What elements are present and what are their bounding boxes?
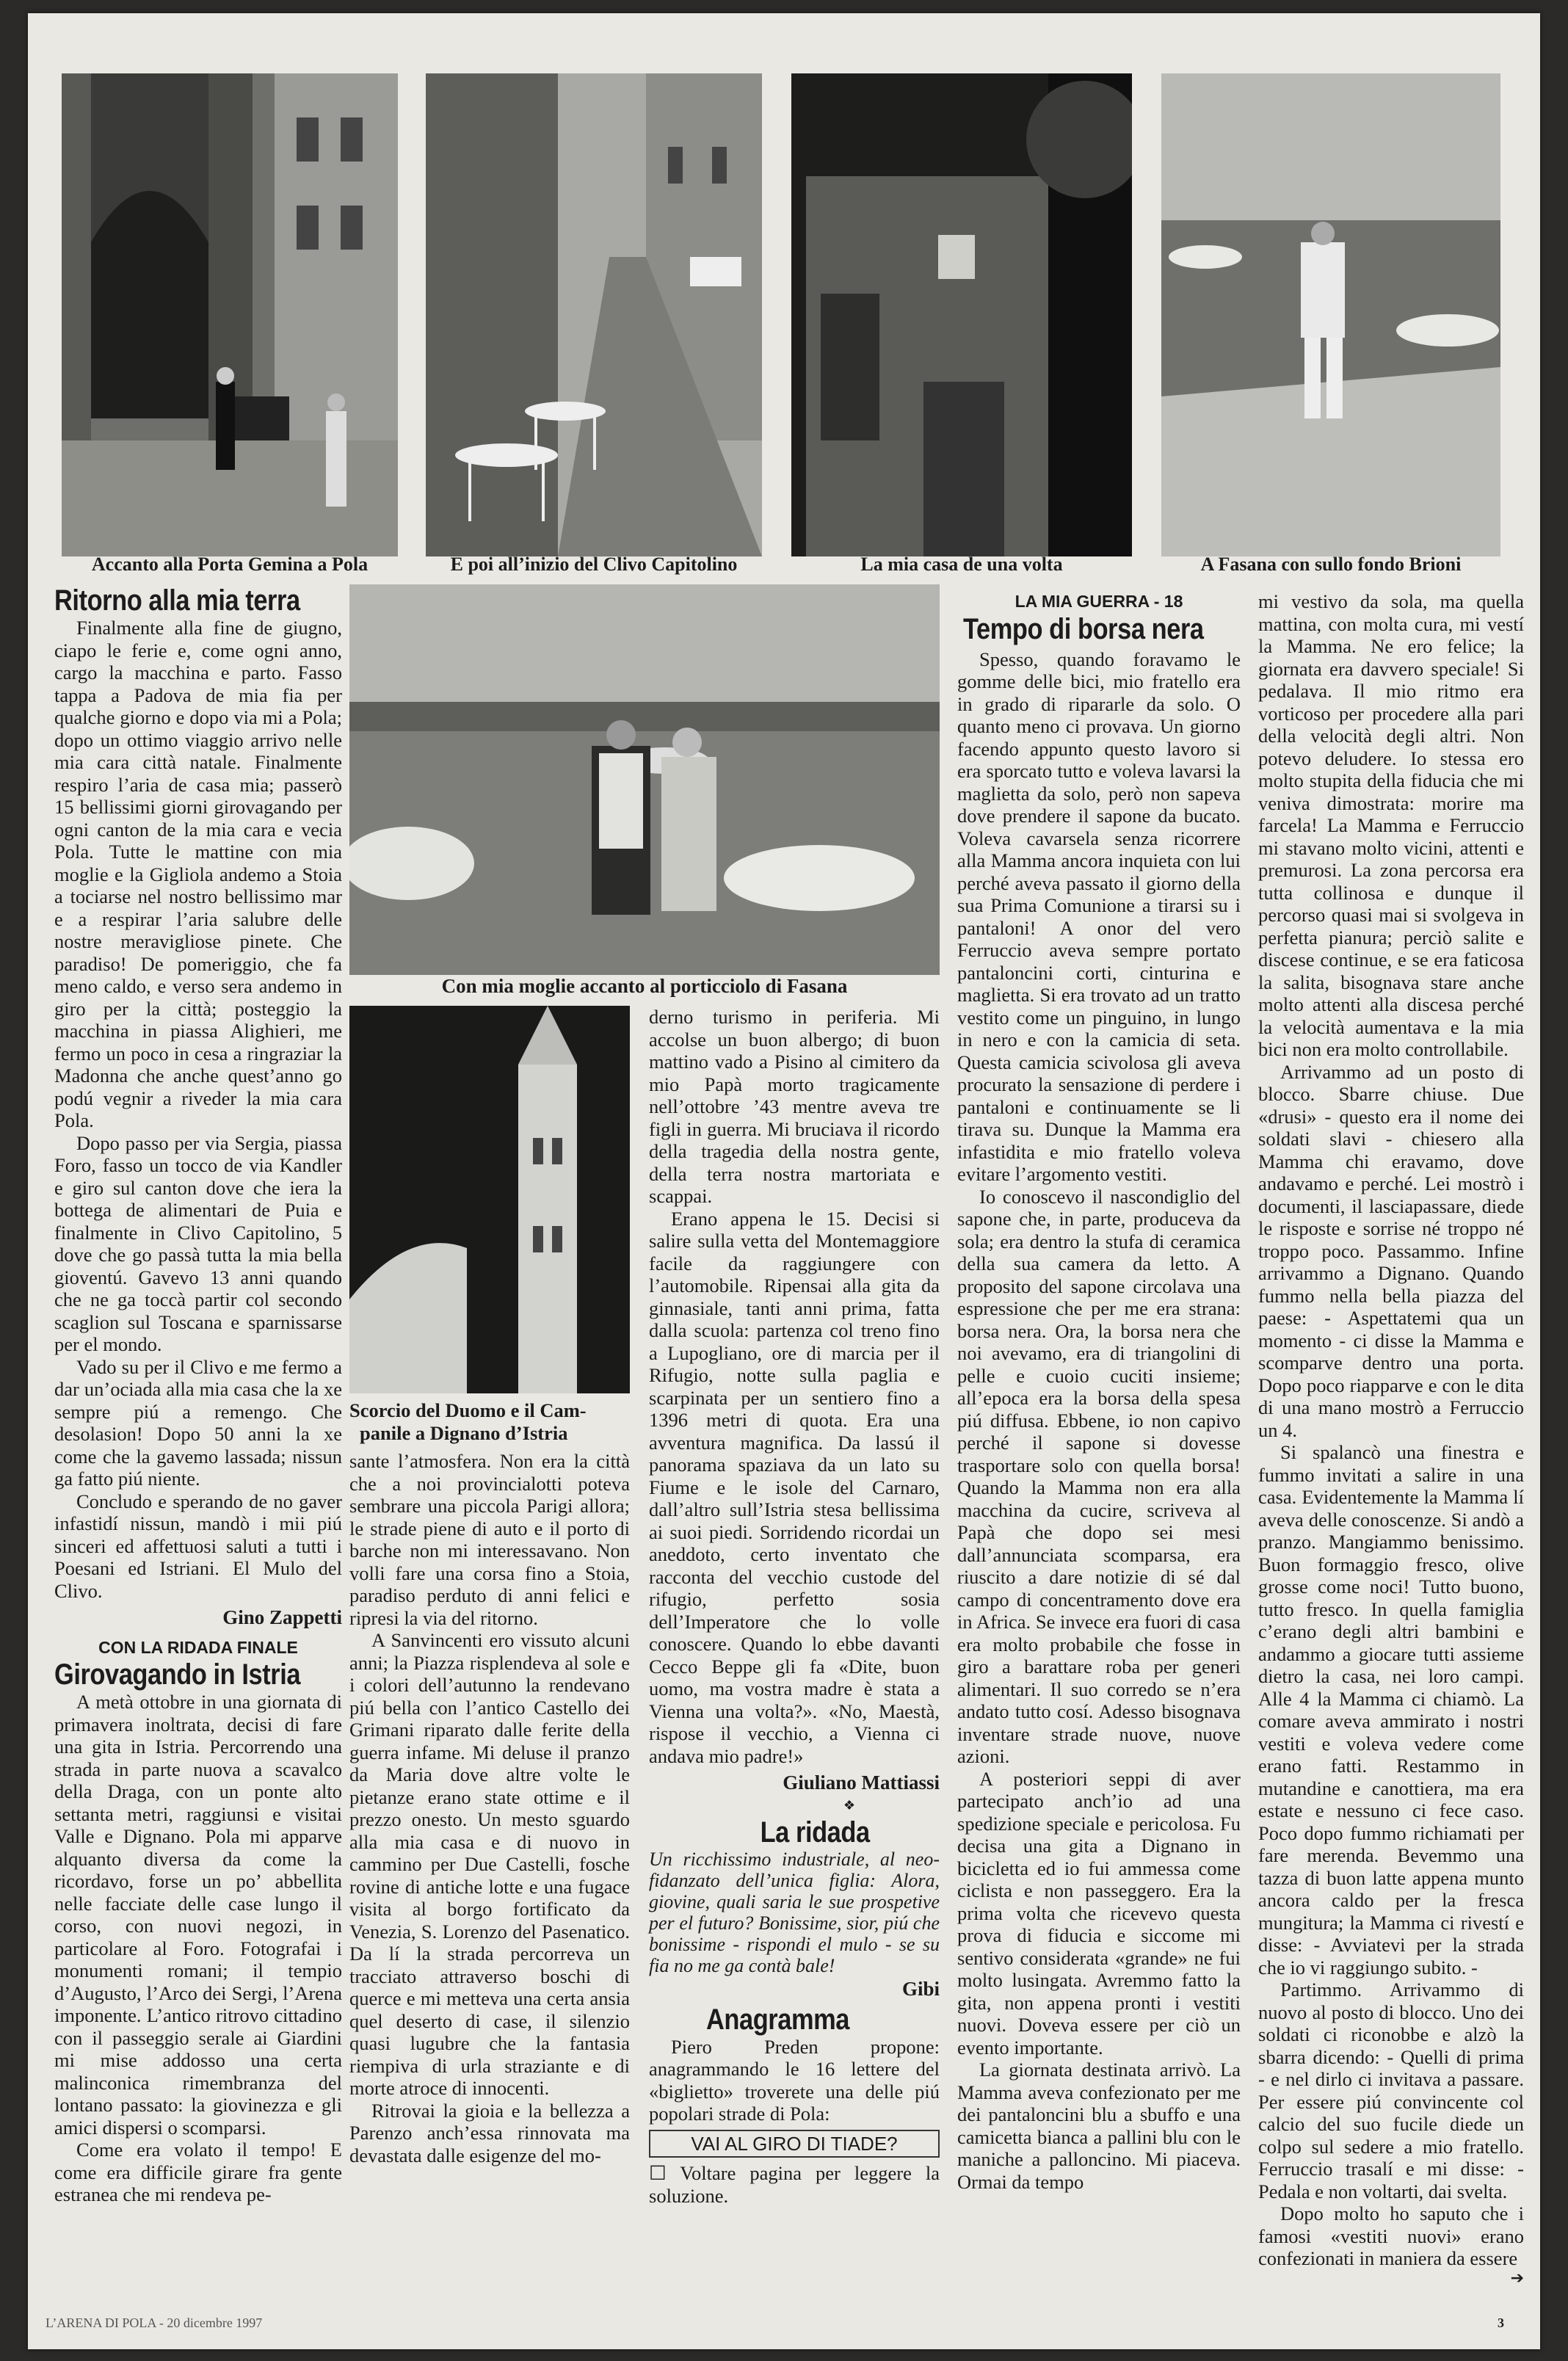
article-paragraph: Vado su per il Clivo e me fermo a dar un’ociada alla mia casa che la xe sempre piú a remengo. Che desolasion! Dopo 50 anni la xe come che la gavemo lassada; nissun ga fatto piú niente.	[54, 1355, 342, 1490]
photo-caption: Con mia moglie accanto al porticciolo di Fasana	[441, 975, 848, 997]
photo-couple-fasana	[349, 584, 940, 975]
photo-fasana-brioni	[1161, 73, 1500, 556]
photo-caption: panile a Dignano d’Istria	[360, 1421, 568, 1444]
footer-publication: L’ARENA DI POLA - 20 dicembre 1997	[46, 2315, 263, 2330]
column-center-left	[349, 1399, 630, 2166]
photo-caption-block	[349, 1399, 630, 1444]
ridada-title: La ridada	[760, 1816, 870, 1849]
article-title: Girovagando in Istria	[54, 1658, 301, 1691]
article-title: Ritorno alla mia terra	[54, 584, 300, 617]
article-paragraph: Partimmo. Arrivammo di nuovo al posto di blocco. Uno dei soldati ci riconobbe e alzò la sbarra dicendo: - Quelli di prima - e nel dirlo ci invitava a passare. Per essere piú convincente col calcio del suo fucile diede un colpo sul sedere a mio fratello. Ferruccio trasalí e mi disse: - Pedala e non voltarti, dai svelta.	[1258, 1979, 1524, 2202]
article-title: Tempo di borsa nera	[963, 612, 1204, 645]
article-paragraph: A metà ottobre in una giornata di primavera inoltrata, decisi di fare una gita in Istria. Percorrendo una strada in parte nuova a scavalco della Draga, con un ponte alto settanta metri, raggiunsi e visitai Valle e Dignano. Pola mi apparve alquanto diversa da come la ricordavo, forse un po’ abbellita nelle facciate delle case lungo il corso, con nuovi negozi, in particolare al Foro. Fotografai i monumenti romani; il tempio d’Augusto, l’Arco dei Sergi, l’Arena imponente. L’antico ritrovo cittadino con il passeggio serale ai Giardini mi mise addosso una certa malinconica rimembranza del lontano passato: la giovinezza e gli amici dispersi o scomparsi.	[54, 1691, 342, 2139]
article-paragraph: mi vestivo da sola, ma quella mattina, con molta cura, mi vestí la Mamma. Ne ero felice; la giornata era davvero speciale! Si pedalava. Il mio ritmo era vorticoso per procedere alla pari della velocità degli altri. Non potevo deludere. Io stessa ero molto stupita della fiducia che mi veniva dimostrata: morire ma farcela! La Mamma e Ferruccio mi stavano molto vicini, attenti e premurosi. La zona percorsa era tutta collinosa e dunque il percorso quasi mai si svolgeva in perfetta pianura; perciò salite e discese continue, e se era faticosa la salita, bisognava stare anche molto attenti alla discesa perché la velocità aumentava e la mia bici non era molto controllabile.	[1258, 590, 1524, 1060]
photo-porta-gemina	[62, 73, 398, 556]
photo-clivo-capitolino	[426, 73, 762, 556]
article-paragraph: sante l’atmosfera. Non era la città che a noi provincialotti poteva sembrare una piccola Parigi allora; le strade piene di auto e il porto di barche non mi interessavano. Non volli fare una corsa fino a Stoia, paradiso perduto di anni felici e ripresi la via del ritorno.	[349, 1450, 630, 1629]
anagramma-box: VAI AL GIRO DI TIADE?	[649, 2130, 940, 2158]
article-paragraph: La giornata destinata arrivò. La Mamma aveva confezionato per me dei pantaloncini blu a sbuffo e una camicetta bianca a pallini blu con le maniche a palloncino. Mi piaceva. Ormai da tempo	[957, 2059, 1241, 2193]
continue-arrow: ➔	[1510, 2268, 1524, 2287]
anagramma-text: Piero Preden propone: anagrammando le 16 lettere del «biglietto» troverete una delle piú popolari strade di Pola:	[649, 2035, 940, 2125]
column-center-right	[649, 1006, 940, 2207]
article-paragraph: Erano appena le 15. Decisi si salire sulla vetta del Montemaggiore facile da raggiungere con l’automobile. Ripensai alla gita da ginnasiale, tanti anni prima, fatta dalla scuola: partenza col treno fino a Lupogliano, ore di marcia per il Rifugio, notte sulla paglia e scarpinata per un sentiero fino a 1396 metri di quota. Era una avventura magnifica. Da lassú il panorama spaziava da un lato su Fiume e le isole del Carnaro, dall’altro sull’Istria stesa bellissima ai suoi piedi. Sorridendo ricordai un aneddoto, certo inventato che racconta del vecchio custode del rifugio, perfetto sosia dell’Imperatore che lo volle conoscere. Quando lo ebbe davanti Cecco Beppe gli fa «Dite, buon uomo, ma vostra madre è stata a Vienna una volta?». «No, Maestà, rispose il vecchio, a Vienna ci andava mio padre!»	[649, 1207, 940, 1767]
anagramma-title: Anagramma	[706, 2003, 849, 2036]
article-paragraph: Arrivammo ad un posto di blocco. Sbarre chiuse. Due «drusi» - questo era il nome dei soldati slavi - chiesero alla Mamma chi eravamo, dove andavamo e perché. Lei mostrò i documenti, il lasciapassare, diede le risposte e sorrise né troppo né troppo poco. Passammo. Infine arrivammo a Dignano. Quando fummo nella bella piazza del paese: - Aspettatemi qua un momento - ci disse la Mamma e scomparve dentro una porta. Dopo poco riapparve e con le dita di una mano mostrò a Ferruccio un 4.	[1258, 1060, 1524, 1441]
article-paragraph: derno turismo in periferia. Mi accolse un buon albergo; di buon mattino vado a Pisino al cimitero da mio Papà morto tragicamente nell’ottobre ’43 mentre aveva tre figli in guerra. Mi bruciava il ricordo della tragedia della nostra gente, della terra nostra martoriata e scappai.	[649, 1006, 940, 1207]
article-paragraph: Spesso, quando foravamo le gomme delle bici, mio fratello era in grado di ripararle da solo. O quanto meno ci provava. Un giorno facendo appunto questo lavoro si era sporcato tutto e voleva lavarsi la maglietta da solo, però non sapeva dove prendere il sapone da bucato. Voleva cavarsela senza ricorrere alla Mamma ancora inquieta con lui perché aveva passato il giorno della sua Prima Comunione a tirarsi su i pantaloni! A onor del vero Ferruccio aveva sempre portato pantaloncini corti, cinturina e maglietta. Si era trovato ad un tratto vestito come un pinguino, in lungo in nero e con la camicia di seta. Questa camicia scivolosa gli aveva procurato la sensazione di perdere i pantaloni e continuamente se li tirava su. Dunque la Mamma era infastidita e mio fratello voleva evitare l’argomento vestiti.	[957, 648, 1241, 1185]
ridada-signature: Gibi	[901, 1978, 940, 2000]
article-paragraph: Dopo molto ho saputo che i famosi «vestiti nuovi» erano confezionati in maniera da essere	[1258, 2202, 1524, 2269]
photo-caption: A Fasana con sullo fondo Brioni	[1200, 554, 1462, 575]
article-paragraph: Io conoscevo il nascondiglio del sapone che, in parte, produceva da sola; era dentro la stufa di ceramica della sua camera da letto. A proposito del sapone circolava una espressione che per me era strana: borsa nera. Ora, la borsa nera che noi avevamo, era di triangolini di pelle e cuoio cuciti insieme; all’epoca era la borsa della spesa piú diffusa. Ebbene, io non capivo perché il sapone si dovesse trasportare solo con quella borsa! Quando la Mamma non era alla macchina da cucire, scriveva al Papà che dopo sei mesi dall’annunciata scomparsa, era riuscito a dare notizie di sé dal campo di concentramento dove era in Africa. Se invece era fuori di casa era molto probabile che fosse in giro a barattare roba per generi alimentari. Il suo corredo se n’era andato tutto cosí. Adesso bisognava inventare strade nuove, nuove azioni.	[957, 1185, 1241, 1767]
article-paragraph: Concludo e sperando de no gaver infastidí nissun, mandò i mii piú sinceri ed affettuosi saluti a tutti i Poesani ed Istriani. El Mulo del Clivo.	[54, 1490, 342, 1602]
article-paragraph: Finalmente alla fine de giugno, ciapo le ferie e, come ogni anno, cargo la macchina e parto. Fasso tappa a Padova de mia fia per qualche giorno e dopo via mi a Pola; dopo un ottimo viaggio arrivo nelle mia cara città natale. Finalmente respiro l’aria de casa mia; passerò 15 bellissimi giorni girovagando per ogni canton de la mia cara e vecia Pola. Tutte le mattine con mia moglie e la Gigliola andemo a Stoia a tociarse nel nostro bellissimo mar e a respirar l’aria salubre delle nostre meravigliose pinete. Che paradiso! De pomeriggio, che fa meno caldo, e verso sera andemo in giro per la città; posteggio la macchina in piassa Alighieri, me fermo un poco in cesa a ringraziar la Madonna che anche quest’anno go podú vegnir a riveder la mia cara Pola.	[54, 617, 342, 1131]
photo-caption: Accanto alla Porta Gemina a Pola	[91, 554, 369, 575]
article-paragraph: Come era volato il tempo! E come era difficile girare fra gente estranea che mi rendeva pe-	[54, 2139, 342, 2205]
photo-caption: La mia casa de una volta	[860, 554, 1063, 575]
article-paragraph: A posteriori seppi di aver partecipato anch’io ad una spedizione speciale e pericolosa. Fu decisa una gita a Dignano in bicicletta ed io fui ammessa come ciclista e non passeggero. Era la prima volta che ricevevo questa prova di fiducia e siccome mi sentivo considerata «grande» ne fui molto lusingata. Avremmo fatto la gita, non appena pronti i vestiti nuovi. Doveva essere per ciò un evento importante.	[957, 1767, 1241, 2059]
article-signature: Giuliano Mattiassi	[783, 1771, 940, 1794]
article-kicker: LA MIA GUERRA - 18	[1015, 592, 1183, 611]
article-paragraph: Ritrovai la gioia e la bellezza a Parenzo anch’essa rinnovata ma devastata dalle esigenze del mo-	[349, 2099, 630, 2166]
article-paragraph: A Sanvincenti ero vissuto alcuni anni; la Piazza risplendeva al sole e i colori dell’autunno la rendevano piú bella con l’antico Castello dei Grimani riparato dalle ferite della guerra infame. Mi deluse il pranzo da Maria dove altre volte le pietanze erano state ottime e il prezzo onesto. Un mesto sguardo alla mia casa e di nuovo in cammino per Due Castelli, fosche rovine di antiche lotte e una fugace visita al borgo fortificato da Venezia, S. Lorenzo del Pasenatico. Da lí la strada percorreva un tracciato attraverso boschi di querce e mi metteva una certa ansia quel deserto di case, il silenzio quasi lugubre che la fantasia riempiva di urla straziante e di morte atroce di innocenti.	[349, 1629, 630, 2099]
photo-caption: Scorcio del Duomo e il Cam-	[349, 1399, 587, 1421]
photo-casa	[791, 73, 1132, 556]
column-left	[54, 584, 342, 2206]
anagramma-note: ☐ Voltare pagina per leggere la soluzione.	[649, 2162, 940, 2207]
photo-caption: E poi all’inizio del Clivo Capitolino	[450, 554, 738, 575]
article-paragraph: Si spalancò una finestra e fummo invitati a salire in una casa. Evidentemente la Mamma lí aveva delle conoscenze. Si andò a pranzo. Mangiammo benissimo. Buon formaggio fresco, olive grosse come noci! Tutto buono, tutto fresco. In quella famiglia c’erano degli altri bambini e andammo a giocare tutti assieme dietro la casa, nei loro campi. Alle 4 la Mamma ci chiamò. La comare aveva ammirato i nostri vestiti e voleva vedere come erano fatti. Restammo in mutandine e canottiera, ma era estate e nessuno ci fece caso. Poco dopo fummo richiamati per fare merenda. Bevemmo una tazza di buon latte appena munto ancora caldo per la fresca mungitura; la Mamma ci rivestí e disse: - Avviatevi per la strada che io vi raggiungo subito. -	[1258, 1441, 1524, 1979]
ridada-text: Un ricchissimo industriale, al neo-fidanzato dell’unica figlia: Alora, giovine, quali saria le sue prospetive per el futuro? Bonissime, sior, piú che bonissime - rispondi el mulo - se su fia no me ga contà bale!	[649, 1849, 940, 1976]
newspaper-page	[28, 13, 1540, 2349]
article-kicker: CON LA RIDADA FINALE	[98, 1637, 298, 1657]
article-paragraph: Dopo passo per via Sergia, piassa Foro, fasso un tocco de via Kandler e giro sul canton dove che iera la bottega de alimentari de Puia e finalmente in Clivo Capitolino, 5 dove che go passà tutta la mia bella gioventú. Gavevo 13 anni quando che ne ga toccà partir col secondo scaglion sul Toscana e sparnissarse per el mondo.	[54, 1131, 342, 1355]
article-signature: Gino Zappetti	[222, 1606, 342, 1628]
photo-campanile-dignano	[349, 1006, 630, 1393]
column-right-2	[1258, 590, 1524, 2286]
column-right-1	[957, 590, 1241, 2193]
ornament: ❖	[843, 1797, 856, 1813]
page-number: 3	[1498, 2315, 1504, 2330]
